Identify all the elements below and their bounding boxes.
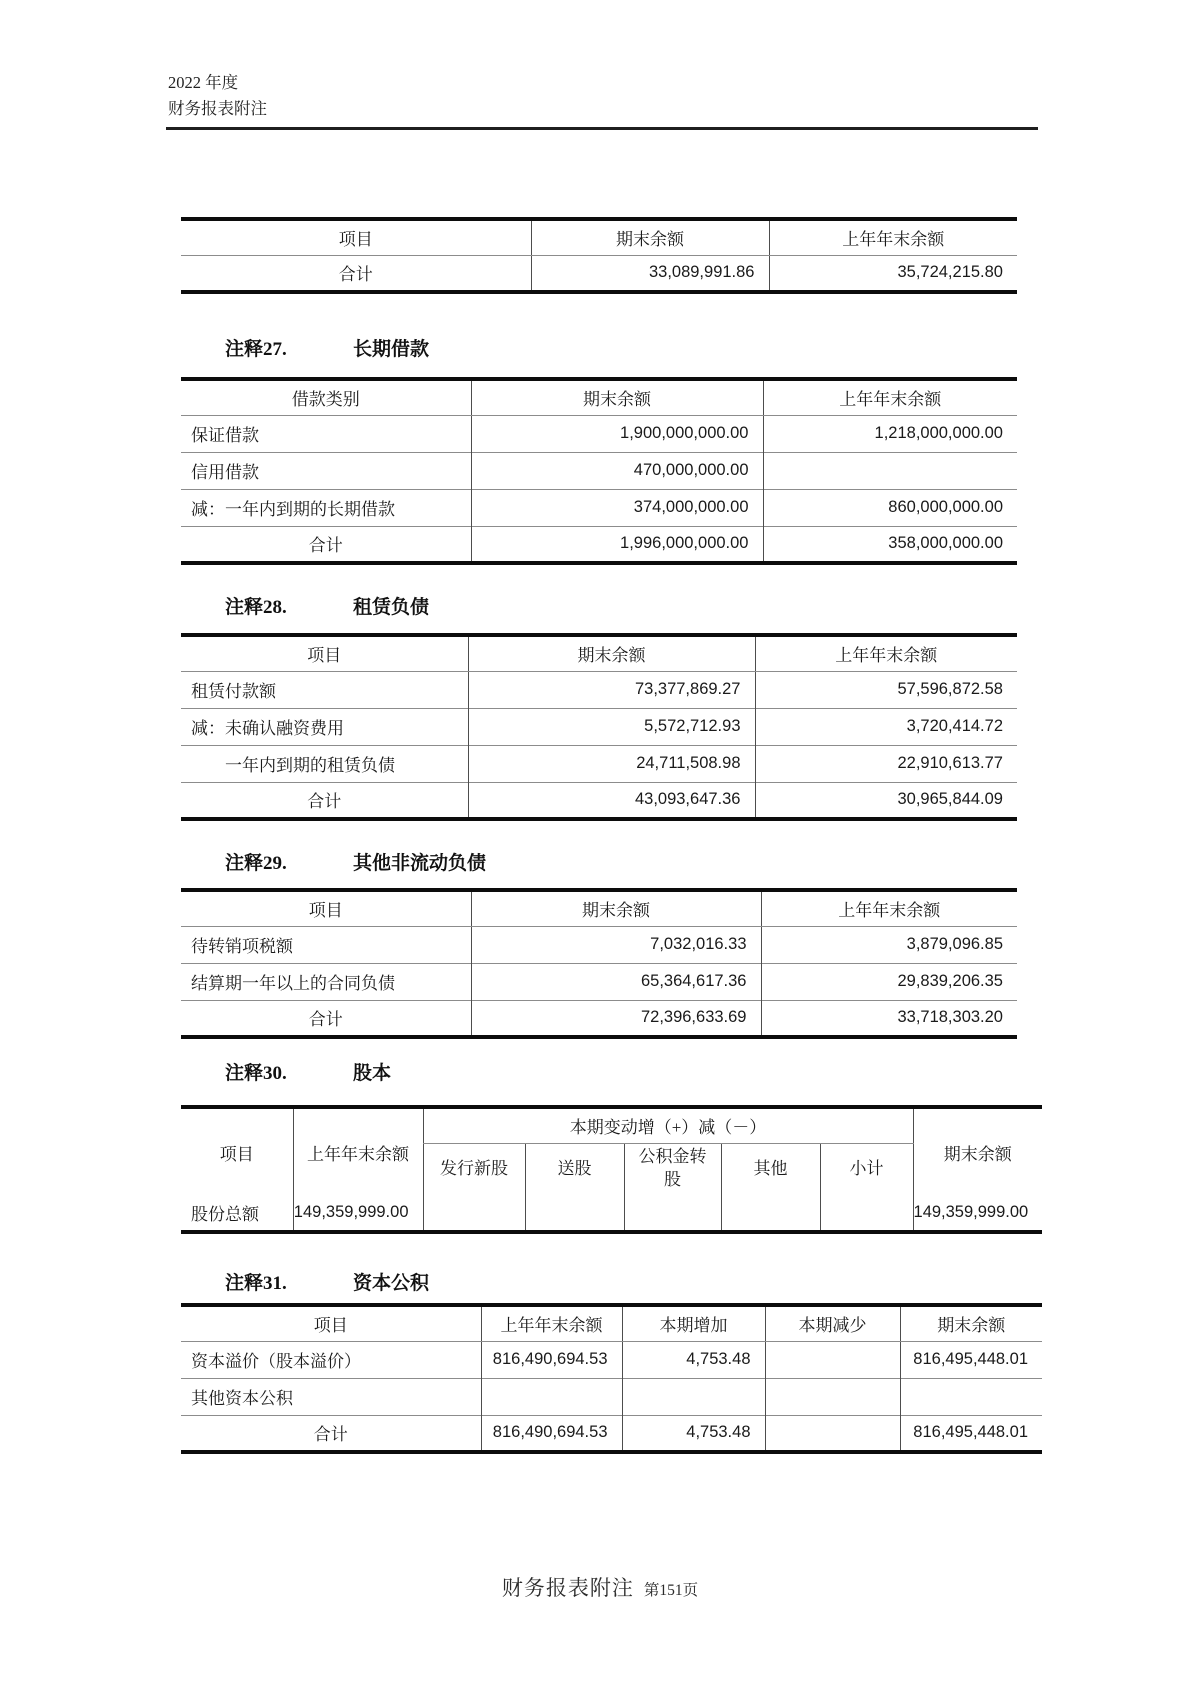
cell-prior: 1,218,000,000.00 — [763, 415, 1017, 452]
col-item: 项目 — [181, 890, 471, 926]
total-row — [181, 782, 1017, 819]
col-change-group: 本期变动增（+）减（－） — [423, 1107, 913, 1143]
col-ending-balance: 期末余额 — [468, 635, 755, 671]
cell-label: 合计 — [181, 1415, 481, 1452]
cell-ending: 73,377,869.27 — [468, 671, 755, 708]
table-row — [181, 963, 1017, 1000]
cell-prior: 816,490,694.53 — [481, 1415, 622, 1452]
cell-prior: 57,596,872.58 — [755, 671, 1017, 708]
cell-decrease — [765, 1378, 900, 1415]
table-header-row — [181, 219, 1017, 255]
footer-title: 财务报表附注 — [501, 1576, 634, 1600]
cell-ending: 65,364,617.36 — [471, 963, 761, 1000]
table-header-row — [181, 1305, 1042, 1341]
col-prior-balance: 上年年末余额 — [481, 1305, 622, 1341]
cell-ending: 33,089,991.86 — [531, 255, 769, 292]
cell-ending: 72,396,633.69 — [471, 1000, 761, 1037]
col-item: 项目 — [181, 635, 468, 671]
cell-label: 股份总额 — [191, 1205, 259, 1224]
cell-prior: 816,490,694.53 — [481, 1341, 622, 1378]
table-row — [181, 708, 1017, 745]
note-title: 长期借款 — [353, 339, 430, 360]
cell-prior: 30,965,844.09 — [755, 782, 1017, 819]
cell-ending: 5,572,712.93 — [468, 708, 755, 745]
table-row — [181, 255, 1017, 292]
cell-label: 合计 — [338, 265, 373, 285]
cell-label: 信用借款 — [181, 452, 471, 489]
cell-decrease — [765, 1341, 900, 1378]
table-row — [181, 452, 1017, 489]
cell-prior: 3,879,096.85 — [761, 926, 1017, 963]
table-row — [181, 671, 1017, 708]
note-number: 注释30. — [225, 1063, 287, 1084]
table-row — [181, 489, 1017, 526]
cell-label: 结算期一年以上的合同负债 — [181, 963, 471, 1000]
note31-heading — [225, 1268, 429, 1295]
note-number: 注释28. — [225, 597, 287, 618]
col-other: 其他 — [721, 1143, 820, 1195]
cell-prior: 3,720,414.72 — [755, 708, 1017, 745]
cell-new-issue — [423, 1195, 525, 1232]
cell-label: 其他资本公积 — [181, 1378, 481, 1415]
cell-label: 一年内到期的租赁负债 — [181, 745, 468, 782]
col-prior-balance: 上年年末余额 — [293, 1107, 423, 1195]
cell-label: 合计 — [181, 1000, 471, 1037]
footer-page-number: 第151页 — [643, 1582, 699, 1599]
col-subtotal: 小计 — [820, 1143, 913, 1195]
cell-other — [721, 1195, 820, 1232]
cell-ending: 1,900,000,000.00 — [471, 415, 763, 452]
col-item: 项目 — [219, 1144, 254, 1164]
cell-ending: 149,359,999.00 — [913, 1195, 1042, 1232]
cell-label: 合计 — [181, 526, 471, 563]
cell-ending: 7,032,016.33 — [471, 926, 761, 963]
col-ending-balance: 期末余额 — [471, 890, 761, 926]
note-title: 股本 — [353, 1063, 392, 1084]
note-number: 注释31. — [225, 1273, 287, 1294]
col-prior-balance: 上年年末余额 — [761, 890, 1017, 926]
note30-table — [181, 1105, 1042, 1234]
col-ending-balance: 期末余额 — [471, 379, 763, 415]
table-row — [181, 1195, 1042, 1232]
cell-reserve-to-share — [624, 1195, 721, 1232]
cell-ending: 816,495,448.01 — [900, 1415, 1042, 1452]
table-header-row — [181, 1107, 1042, 1143]
col-ending-balance: 期末余额 — [900, 1305, 1042, 1341]
note28-heading — [225, 592, 429, 619]
cell-ending: 470,000,000.00 — [471, 452, 763, 489]
note-number: 注释27. — [225, 339, 287, 360]
cell-prior — [481, 1378, 622, 1415]
col-ending-balance: 期末余额 — [531, 219, 769, 255]
cell-prior: 33,718,303.20 — [761, 1000, 1017, 1037]
note28-table — [181, 633, 1017, 821]
col-prior-balance: 上年年末余额 — [763, 379, 1017, 415]
cell-ending — [900, 1378, 1042, 1415]
total-row — [181, 1000, 1017, 1037]
cell-ending: 43,093,647.36 — [468, 782, 755, 819]
cell-label: 减：一年内到期的长期借款 — [181, 489, 471, 526]
cell-label: 资本溢价（股本溢价） — [191, 1352, 361, 1371]
cell-prior: 358,000,000.00 — [763, 526, 1017, 563]
cell-prior: 149,359,999.00 — [293, 1195, 423, 1232]
cell-ending: 24,711,508.98 — [468, 745, 755, 782]
col-increase: 本期增加 — [622, 1305, 765, 1341]
table-header-row — [181, 635, 1017, 671]
cell-prior — [763, 452, 1017, 489]
cell-ending: 1,996,000,000.00 — [471, 526, 763, 563]
total-row — [181, 1415, 1042, 1452]
table-row — [181, 745, 1017, 782]
table-row — [181, 1341, 1042, 1378]
note-title: 资本公积 — [353, 1273, 430, 1294]
col-item: 项目 — [181, 1305, 481, 1341]
header-year: 2022 年度 — [168, 73, 239, 92]
note-title: 租赁负债 — [353, 597, 430, 618]
col-loan-type: 借款类别 — [181, 379, 471, 415]
cell-label: 待转销项税额 — [191, 937, 293, 956]
col-bonus-issue: 送股 — [525, 1143, 624, 1195]
col-new-issue: 发行新股 — [423, 1143, 525, 1195]
header-title: 财务报表附注 — [168, 99, 267, 119]
header-rule — [166, 127, 1038, 130]
cell-subtotal — [820, 1195, 913, 1232]
cell-label: 合计 — [181, 782, 468, 819]
table-header-row — [181, 890, 1017, 926]
cell-prior: 22,910,613.77 — [755, 745, 1017, 782]
cell-ending: 374,000,000.00 — [471, 489, 763, 526]
col-reserve-to-share: 公积金转股 — [624, 1143, 721, 1195]
cell-label: 减：未确认融资费用 — [181, 708, 468, 745]
cell-increase — [622, 1378, 765, 1415]
note27-table — [181, 377, 1017, 565]
continuation-table — [181, 217, 1017, 294]
col-ending-balance: 期末余额 — [913, 1107, 1042, 1195]
note29-heading — [225, 848, 486, 875]
note-number: 注释29. — [225, 853, 287, 874]
note31-table — [181, 1303, 1042, 1454]
col-decrease: 本期减少 — [765, 1305, 900, 1341]
cell-prior: 35,724,215.80 — [769, 255, 1017, 292]
cell-increase: 4,753.48 — [622, 1415, 765, 1452]
col-item: 项目 — [181, 219, 531, 255]
cell-bonus-issue — [525, 1195, 624, 1232]
table-row — [181, 926, 1017, 963]
page-footer — [0, 1572, 1200, 1602]
table-row — [181, 1378, 1042, 1415]
col-prior-balance: 上年年末余额 — [755, 635, 1017, 671]
cell-ending: 816,495,448.01 — [900, 1341, 1042, 1378]
total-row — [181, 526, 1017, 563]
cell-prior: 860,000,000.00 — [763, 489, 1017, 526]
note29-table — [181, 888, 1017, 1039]
cell-prior: 29,839,206.35 — [761, 963, 1017, 1000]
note-title: 其他非流动负债 — [353, 853, 487, 874]
table-row — [181, 415, 1017, 452]
cell-increase: 4,753.48 — [622, 1341, 765, 1378]
col-prior-balance: 上年年末余额 — [769, 219, 1017, 255]
cell-label: 租赁付款额 — [191, 682, 276, 701]
cell-decrease — [765, 1415, 900, 1452]
note27-heading — [225, 334, 429, 361]
table-header-row — [181, 379, 1017, 415]
cell-label: 保证借款 — [191, 426, 259, 445]
note30-heading — [225, 1058, 391, 1085]
page-header — [168, 70, 267, 123]
